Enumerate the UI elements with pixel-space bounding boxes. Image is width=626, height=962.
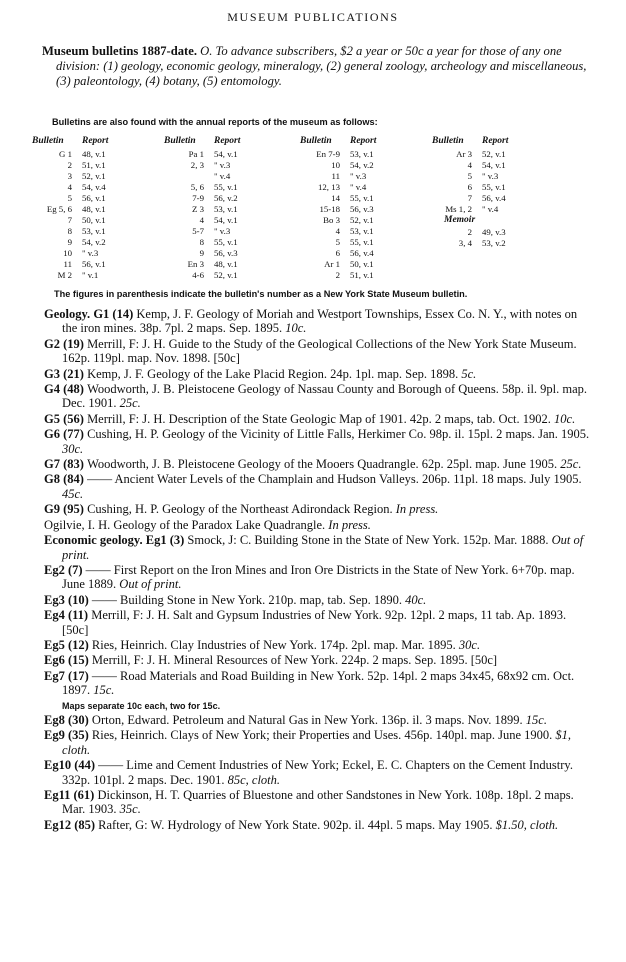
table-column-group [32,136,108,281]
bulletin-code: G6 (77) [44,427,88,442]
entry-text: Merrill, F: J. H. Salt and Gypsum Industries of New York. 92p. 12pl. 2 maps, 11 tab. Ap. 1893. [50c] [62,608,567,637]
entry-text: Woodworth, J. B. Pleistocene Geology of the Mooers Quadrangle. 62p. 25pl. map. June 1905. [87,457,558,472]
bulletin-code: G7 (83) [44,457,88,472]
report-cell: 53, v.2 [482,238,506,248]
table-row [432,182,508,193]
table-row [32,226,108,237]
bulletin-cell: 12, 13 [318,182,340,192]
table-row [32,182,108,193]
publication-entry [44,472,592,501]
table-row [32,193,108,204]
entry-price: In press. [392,502,439,517]
entry-text: —— Ancient Water Levels of the Champlain and Hudson Valleys. 206p. 11pl. 18 maps. July 1905. [87,472,582,487]
report-cell: 54, v.4 [82,182,106,192]
entry-price: 45c. [62,486,84,501]
table-row [432,193,508,204]
table-row [32,160,108,171]
report-cell: 48, v.1 [82,204,106,214]
table-row [432,204,508,215]
publication-entry [44,563,592,592]
entry-price: Out of print. [62,533,584,562]
bulletin-cell: 14 [331,193,340,203]
publication-entry [44,758,592,787]
entry-price: 15c. [522,712,547,727]
entry-text: —— Road Materials and Road Building in New York. 52p. 14pl. 2 maps 34x45, 68x92 cm. Oct. 1897. [62,668,575,698]
table-column-group [432,136,508,249]
table-row [432,238,508,249]
report-cell: 54, v.1 [214,149,238,159]
entry-text: Ogilvie, I. H. Geology of the Paradox Lake Quadrangle. [44,517,326,532]
publication-entry [44,713,592,727]
report-cell: 53, v.1 [350,226,374,236]
table-row [300,226,376,237]
bulletin-cell: 9 [199,248,204,258]
entry-price: $1.50, cloth. [492,817,559,832]
report-cell: 52, v.1 [82,171,106,181]
entry-text: Ries, Heinrich. Clays of New York; their Properties and Uses. 456p. 140pl. map. June 1900. [91,728,553,743]
entry-text: Kemp, J. F. Geology of the Lake Placid Region. 24p. 1pl. map. Sep. 1898. [87,366,459,381]
entry-text: Merrill, F: J. H. Description of the State Geologic Map of 1901. 42p. 2 maps, tab. Oct. 1902. [87,411,551,426]
bulletin-code: Eg5 (12) [44,637,92,652]
table-row [32,215,108,226]
report-cell: " v.4 [482,204,499,214]
bulletin-code: Eg3 (10) [44,592,92,607]
publication-entry [44,818,592,832]
bulletin-cell: 8 [67,226,72,236]
entry-price: 10c. [282,321,307,336]
bulletin-cell: 2 [467,227,472,237]
bulletin-code: G3 (21) [44,366,88,381]
bulletin-cell: 2, 3 [190,160,204,170]
entry-text: Cushing, H. P. Geology of the Vicinity of Little Falls, Herkimer Co. 98p. il. 15pl. 2 maps. Jan. 1905. [87,427,590,442]
table-row [300,149,376,160]
table-row [164,215,240,226]
memoir-label: Memoir [444,215,476,225]
bulletin-cell: 4 [199,215,204,225]
bulletin-cell: 7 [467,193,472,203]
bulletin-code: Eg2 (7) [44,562,86,577]
report-cell: 56, v.1 [82,193,106,203]
report-cell: 56, v.3 [350,204,374,214]
report-cell: 50, v.1 [82,215,106,225]
report-cell: " v.3 [350,171,367,181]
publication-entry [44,728,592,757]
table-header [164,136,240,147]
table-row [32,270,108,281]
table-row [300,171,376,182]
bulletin-cell: 11 [331,171,340,181]
bulletin-code: G4 (48) [44,382,88,397]
publication-entry [44,788,592,817]
entry-price: 15c. [90,683,115,698]
report-cell: 54, v.1 [214,215,238,225]
bulletin-cell: En 7-9 [316,149,340,159]
bulletin-cell: M 2 [57,270,72,280]
table-row [300,204,376,215]
bulletin-cell: 7 [67,215,72,225]
table-row [164,226,240,237]
bulletin-code: Eg9 (35) [44,728,92,743]
bulletin-code: G5 (56) [44,411,88,426]
table-row [164,182,240,193]
report-cell: 50, v.1 [350,259,374,269]
header-report: Report [482,136,509,146]
bulletin-code: Eg4 (11) [44,608,92,623]
report-cell: 51, v.1 [82,160,106,170]
publication-entry [44,457,592,471]
entry-text: Orton, Edward. Petroleum and Natural Gas in New York. 136p. il. 3 maps. Nov. 1899. [91,712,523,727]
header-bulletin: Bulletin [32,136,64,146]
publication-entry [44,502,592,516]
report-cell: 56, v.1 [82,259,106,269]
bulletin-cell: 10 [331,160,340,170]
report-cell: 55, v.1 [350,193,374,203]
report-cell: 55, v.1 [214,182,238,192]
bulletin-code: Eg11 (61) [44,788,98,802]
bulletin-cell: Ar 1 [324,259,340,269]
publication-entry [44,608,592,637]
entry-text: Dickinson, H. T. Quarries of Bluestone and other Sandstones in New York. 108p. 18pl. 2 maps. Mar. 1903. [62,788,574,817]
table-row [164,248,240,259]
table-row [32,259,108,270]
report-cell: " v.4 [214,171,231,181]
bulletin-cell: Ms 1, 2 [445,204,472,214]
entry-price: 25c. [557,457,582,472]
bulletin-cell: 6 [335,248,340,258]
report-cell: 56, v.4 [482,193,506,203]
intro-lead: Museum bulletins 1887-date. [42,44,197,58]
table-row [300,259,376,270]
entry-price: 25c. [116,396,141,411]
bulletin-cell: Ar 3 [456,149,472,159]
report-cell: 53, v.1 [350,149,374,159]
table-row [32,237,108,248]
table-row [32,149,108,160]
entry-price: $1, cloth. [62,728,572,757]
bulletin-cell: Pa 1 [188,149,204,159]
publication-list [44,307,592,833]
bulletin-cell: 5 [467,171,472,181]
table-row [164,259,240,270]
entry-text: Merrill, F: J. H. Guide to the Study of the Geological Collections of the New York State Museum. 162p. 119pl. map. Nov. 1898. [50c] [62,336,577,366]
bulletin-cell: En 3 [187,259,204,269]
bulletin-cell: 8 [199,237,204,247]
report-cell: 55, v.1 [214,237,238,247]
intro-paragraph [42,44,590,89]
report-cell: 52, v.1 [482,149,506,159]
header-report: Report [350,136,377,146]
table-row [32,204,108,215]
entry-text: Kemp, J. F. Geology of Moriah and Westport Townships, Essex Co. N. Y., with notes on the iron mines. 38p. 7pl. 2 maps. Sep. 1895. [62,307,578,336]
maps-note: Maps separate 10c each, two for 15c. [62,700,221,711]
bulletin-cell: 7-9 [192,193,204,203]
report-cell: 56, v.2 [214,193,238,203]
bulletin-cell: 10 [63,248,72,258]
entry-price: 35c. [116,802,141,817]
table-column-group [164,136,240,281]
table-row [432,171,508,182]
table-row [300,237,376,248]
bulletin-code: G1 (14) [93,307,137,321]
bulletin-code: G9 (95) [44,502,88,517]
publication-entry [44,307,592,336]
bulletin-cell: 11 [63,259,72,269]
publication-entry [44,382,592,411]
report-cell: " v.4 [350,182,367,192]
report-cell: " v.3 [214,160,231,170]
bulletin-cell: 4 [335,226,340,236]
bulletin-cell: Eg 5, 6 [46,204,72,214]
table-row [432,160,508,171]
bulletin-cell: 2 [335,270,340,280]
bulletin-cell: 5, 6 [190,182,204,192]
report-cell: " v.3 [214,226,231,236]
entry-text: Smock, J: C. Building Stone in the State of New York. 152p. Mar. 1888. [187,533,549,548]
table-row [164,204,240,215]
bulletin-cell: G 1 [59,149,72,159]
bulletin-cell: 5 [67,193,72,203]
report-cell: " v.3 [482,171,499,181]
bulletin-code: Eg6 (15) [44,653,92,668]
table-column-group [300,136,376,281]
entry-price: 40c. [402,592,427,607]
publication-entry [44,653,592,667]
report-cell: 49, v.3 [482,227,506,237]
publication-entry [44,367,592,381]
bulletin-cell: 5 [335,237,340,247]
bulletin-code: Eg12 (85) [44,817,99,832]
entry-text: Cushing, H. P. Geology of the Northeast Adirondack Region. [87,502,393,517]
table-row [432,149,508,160]
header-bulletin: Bulletin [432,136,464,146]
table-row [300,270,376,281]
category-label: Economic geology. [44,533,146,548]
report-cell: 52, v.1 [350,215,374,225]
publication-entry [44,412,592,426]
table-row [164,193,240,204]
entry-text: Ries, Heinrich. Clay Industries of New York. 174p. 2pl. map. Mar. 1895. [91,637,456,652]
table-header [432,136,508,147]
bulletin-cell: 6 [467,182,472,192]
table-row [32,248,108,259]
header-bulletin: Bulletin [300,136,332,146]
bulletin-cell: 4 [467,160,472,170]
report-cell: 54, v.2 [350,160,374,170]
bulletins-note: Bulletins are also found with the annual reports of the museum as follows: [52,117,378,127]
table-row [300,248,376,259]
report-cell: 56, v.4 [350,248,374,258]
publication-entry [44,593,592,607]
entry-text: Woodworth, J. B. Pleistocene Geology of Nassau County and Borough of Queens. 58p. il. 9pl. map. Dec. 1901. [62,382,588,411]
entry-text: —— First Report on the Iron Mines and Iron Ore Districts in the State of New York. 6+70p. map. June 1889. [62,562,575,592]
report-cell: 53, v.1 [82,226,106,236]
entry-price: In press. [325,517,371,532]
report-cell: 56, v.3 [214,248,238,258]
report-cell: 48, v.1 [214,259,238,269]
report-cell: 48, v.1 [82,149,106,159]
report-cell: 55, v.1 [482,182,506,192]
entry-price: 10c. [550,411,576,426]
entry-text: Rafter, G: W. Hydrology of New York State. 902p. il. 44pl. 5 maps. May 1905. [98,817,493,832]
report-cell: 52, v.1 [214,270,238,280]
bulletin-code: G8 (84) [44,472,88,487]
report-cell: 54, v.2 [82,237,106,247]
bulletin-code: Eg7 (17) [44,668,92,683]
page-header: MUSEUM PUBLICATIONS [227,10,399,24]
bulletin-cell: 2 [67,160,72,170]
header-report: Report [214,136,241,146]
table-row [432,227,508,238]
publication-entry [44,669,592,698]
report-cell: " v.3 [82,248,99,258]
entry-price: 85c, cloth. [224,772,281,787]
category-label: Geology. [44,307,94,321]
table-row [164,160,240,171]
table-header [300,136,376,147]
entry-text: Merrill, F: J. H. Mineral Resources of New York. 224p. 2 maps. Sep. 1895. [50c] [91,653,498,668]
entry-price: Out of print. [116,577,182,592]
report-cell: 54, v.1 [482,160,506,170]
table-row [300,193,376,204]
bulletin-cell: 15-18 [319,204,340,214]
bulletin-code: Eg1 (3) [145,533,188,548]
table-row [300,182,376,193]
report-cell: 55, v.1 [350,237,374,247]
publication-entry [44,518,592,532]
publication-entry [44,533,592,562]
entry-price: 30c. [62,441,84,456]
entry-text: —— Building Stone in New York. 210p. map, tab. Sep. 1890. [91,592,402,607]
table-row [164,171,240,182]
bulletin-cell: 9 [67,237,72,247]
bulletin-code: Eg10 (44) [44,758,99,773]
table-row [300,160,376,171]
parenthesis-note: The figures in parenthesis indicate the bulletin's number as a New York State Museum bulletin. [54,289,468,299]
bulletin-cell: 4 [67,182,72,192]
entry-price: 5c. [458,366,477,381]
bulletin-cell: 3, 4 [458,238,472,248]
report-cell: 53, v.1 [214,204,238,214]
bulletin-code: G2 (19) [44,336,88,351]
report-cell: " v.1 [82,270,99,280]
bulletin-cell: Bo 3 [323,215,340,225]
bulletin-cell: 4-6 [192,270,204,280]
header-report: Report [82,136,109,146]
table-row [300,215,376,226]
header-bulletin: Bulletin [164,136,196,146]
bulletin-cell: Z 3 [192,204,204,214]
publication-entry [44,427,592,456]
bulletin-code: Eg8 (30) [44,712,92,727]
report-cell: 51, v.1 [350,270,374,280]
table-row [32,171,108,182]
intro-text: O. To advance subscribers, $2 a year or 50c a year for those of any one division: (1) geology, economic geology, mineralogy, (2) general zoology, archeology and miscellaneous, (3) paleontology, (4) botany, (5) entomology. [56,44,587,88]
table-header [32,136,108,147]
table-row [164,270,240,281]
entry-price: 30c. [455,637,481,652]
table-row [164,149,240,160]
publication-entry [44,337,592,366]
bulletin-cell: 5-7 [192,226,204,236]
table-row [164,237,240,248]
publication-entry [44,638,592,652]
entry-text: —— Lime and Cement Industries of New York; Eckel, E. C. Chapters on the Cement Industry. 332p. 101pl. 2 maps. Dec. 1901. [62,758,573,787]
bulletin-cell: 3 [67,171,72,181]
